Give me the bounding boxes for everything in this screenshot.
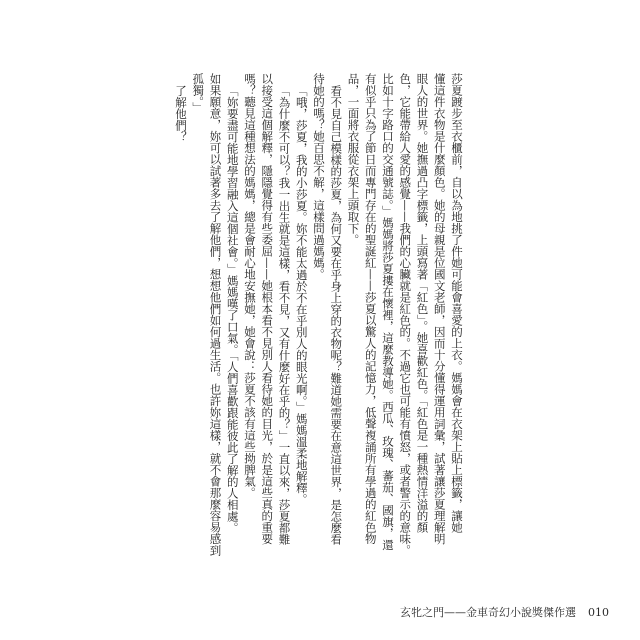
text-column: 眼人的世界。她撫過凸字標籤，上頭寫著「紅色」。她喜歡紅色。「紅色是一種熱情洋溢的顏	[415, 73, 430, 533]
text-column: 懂這件衣物是什麼顏色。她的母親是位國文老師，因而十分懂得運用詞彙，試著讓莎夏理解明	[432, 73, 447, 545]
text-column: 「哦，莎夏，我的小莎夏。妳不能太過於不在乎別人的眼光啊。」媽媽溫柔地解釋。	[294, 84, 309, 505]
paragraph	[189, 73, 241, 556]
text-column: 孤獨。」	[191, 73, 206, 114]
text-column: 莎夏踱步至衣櫃前，自以為地挑了件她可能會喜愛的上衣。媽媽會在衣架上貼上標籤，讓她	[450, 73, 464, 533]
text-column: 比如十字路口的交通號誌。」媽媽將莎夏摟在懷裡，這麼教導她。西瓜、玫瑰、蕃茄、國旗，還	[381, 73, 395, 551]
text-column: 「為什麼不可以？我一出生就是這樣，看不見，又有什麼好在乎的？」一直以來，莎夏都難	[277, 84, 292, 545]
text-column: 「妳要盡可能地學習融入這個社會。」媽媽嘆了口氣。「人們喜歡跟能彼此了解的人相處。	[225, 84, 240, 533]
page-number: 010	[588, 606, 609, 619]
text-column: 了解他們？	[174, 84, 188, 142]
text-column: 有似乎只為了節日而專門存在的聖誕紅——莎夏以驚人的記憶力，低聲複誦所有學過的紅色物	[363, 73, 378, 545]
text-column: 看不見自己模樣的莎夏，為何又要在乎身上穿的衣物呢？難道她需要在意這世界，是怎麼看	[329, 84, 344, 545]
text-column: 以接受這個解釋，隱隱覺得有些委屈——她根本看不見別人看待她的目光，於是這些真的重要	[260, 73, 275, 545]
vertical-text-block	[172, 73, 465, 556]
text-column: 色，它能帶給人愛的感覺——我們的心臟就是紅色的。不過它也可能有憤怒，或者警示的意味。	[398, 73, 413, 556]
text-column: 品，一面將衣服從衣架上頭取下。	[346, 73, 361, 246]
text-column: 待她的嗎？她百思不解，這樣問過媽媽。	[312, 73, 326, 280]
paragraph	[310, 73, 345, 553]
text-column: 如果願意，妳可以試著多去了解他們，想想他們如何過生活。也許妳這樣，就不會那麼容易感到	[208, 73, 223, 556]
paragraph	[241, 73, 293, 553]
text-column: 嗎？聽見這種想法的媽媽，總是會耐心地安撫她，她會說：莎夏不該有這些拗脾氣。	[243, 73, 257, 499]
paragraph	[293, 73, 310, 553]
paragraph	[172, 73, 189, 553]
book-title-footer: 玄牝之門——金車奇幻小說獎傑作選	[400, 606, 576, 619]
paragraph	[344, 73, 465, 556]
